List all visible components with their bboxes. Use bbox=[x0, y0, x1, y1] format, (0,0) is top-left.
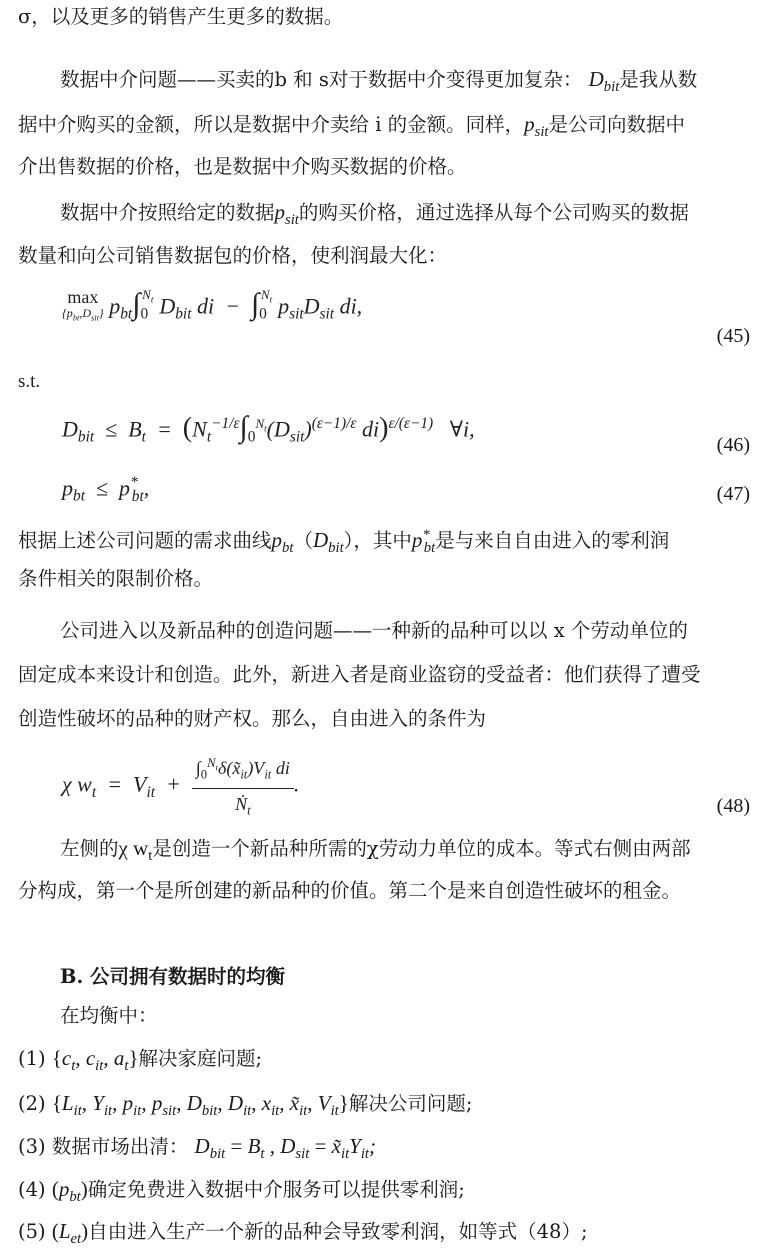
math-p-sit: $p_{sit}$ bbox=[524, 112, 549, 141]
math-chi-w-t: χ $w_t$ bbox=[118, 836, 153, 865]
section-intro: 在均衡中： bbox=[60, 1004, 158, 1027]
equation-45: max $\{p_{bt},D_{sit}\}$ $p_{bt}\int_0^{N_t}$ $D_{bit}$ di − $\int_0^{N_t}$ $p_{sit}D_{sit}$ di, bbox=[62, 287, 363, 323]
equation-number-48: (48) bbox=[716, 795, 750, 817]
math-L-et: $(L_{et})$ bbox=[51, 1219, 89, 1248]
text-span: 是公司向数据中 bbox=[548, 113, 686, 136]
text-line-11: 创造性破坏的品种的财产权。那么，自由进入的条件为 bbox=[18, 707, 487, 730]
such-that-label: s.t. bbox=[18, 371, 41, 392]
math-set: {$c_t$, $c_{it}$, $a_t$} bbox=[51, 1046, 139, 1075]
condition-number: (5) bbox=[18, 1220, 46, 1243]
condition-item bbox=[18, 1090, 472, 1124]
equation-46: $D_{bit} \le B_t = (N_t^{-1/\varepsilon}\int_0^{N_t}(D_{sit})^{(\varepsilon-1)/\varepsilon}$ di)$^{\varepsilon/(\varepsilon-1)}$ ∀i, bbox=[62, 410, 475, 446]
text-line-2 bbox=[60, 66, 697, 100]
text-line-7 bbox=[18, 522, 669, 561]
condition-text: 确定免费进入数据中介服务可以提供零利润; bbox=[87, 1178, 465, 1201]
text-span: 是创造一个新品种所需的χ劳动力单位的成本。等式右侧由两部 bbox=[152, 837, 691, 860]
condition-number: (1) bbox=[18, 1047, 46, 1070]
text-line-3 bbox=[18, 111, 685, 145]
text-line-1: σ，以及更多的销售产生更多的数据。 bbox=[18, 5, 344, 28]
condition-item bbox=[18, 1133, 376, 1167]
equation-number-47: (47) bbox=[716, 483, 750, 505]
equation-47: $p_{bt} \le p^*_{bt}$, bbox=[62, 474, 150, 505]
text-span: ），其中 bbox=[343, 529, 412, 552]
math-p-star-bt: $p^*_{bt}$ bbox=[411, 527, 436, 557]
math-p-bt: $(p_{bt})$ bbox=[51, 1177, 88, 1206]
text-span: 的购买价格，通过选择从每个公司购买的数据 bbox=[298, 201, 689, 224]
text-span: 数据中介按照给定的数据 bbox=[60, 201, 275, 224]
text-line-13: 分构成，第一个是所创建的新品种的价值。第二个是来自创造性破坏的租金。 bbox=[18, 879, 682, 902]
text-line-10: 固定成本来设计和创造。此外，新进入者是商业盗窃的受益者：他们获得了遭受 bbox=[18, 663, 701, 686]
condition-item bbox=[18, 1176, 465, 1210]
text-span: 是我从数 bbox=[619, 68, 698, 91]
text-line-4: 介出售数据的价格，也是数据中介购买数据的价格。 bbox=[18, 155, 467, 178]
math-set: {$L_{it}$, $Y_{it}$, $p_{it}$, $p_{sit}$, $D_{bit}$, $D_{it}$, $x_{it}$, $x̃_{it}$, $V_{it}$} bbox=[51, 1091, 349, 1120]
section-heading: B. 公司拥有数据时的均衡 bbox=[60, 965, 286, 988]
text-span: （ bbox=[293, 529, 313, 552]
text-line-9: 公司进入以及新品种的创造问题——一种新的品种可以以 x 个劳动单位的 bbox=[60, 619, 688, 642]
text-line-6: 数量和向公司销售数据包的价格，使利润最大化： bbox=[18, 244, 448, 267]
condition-text: 数据市场出清： bbox=[51, 1135, 189, 1158]
text-span: 是与来自自由进入的零利润 bbox=[435, 529, 670, 552]
condition-item bbox=[18, 1045, 262, 1079]
condition-text: 解决家庭问题; bbox=[138, 1047, 263, 1070]
condition-number: (2) bbox=[18, 1092, 46, 1115]
equation-number-46: (46) bbox=[716, 434, 750, 456]
condition-text: 自由进入生产一个新的品种会导致零利润，如等式（48）; bbox=[88, 1220, 588, 1243]
math-D-bit: $D_{bit}$ bbox=[588, 67, 620, 96]
text-line-8: 条件相关的限制价格。 bbox=[18, 567, 214, 590]
math-p-sit: $p_{sit}$ bbox=[274, 200, 299, 229]
math-clearing: $D_{bit} = B_t$ , $D_{sit}$ = $x̃_{it}Y_{it}$; bbox=[194, 1134, 377, 1163]
condition-number: (3) bbox=[18, 1135, 46, 1158]
text-line-5 bbox=[60, 199, 689, 233]
equation-48: χ $w_t = V_{it}$ + $\frac{\int_0^{N_t}\delta(x̃_{it})V_{it} di}{Ṅ_t}$ . bbox=[62, 750, 299, 823]
math-D-bit: $D_{bit}$ bbox=[312, 528, 344, 557]
condition-text: 解决公司问题; bbox=[348, 1092, 473, 1115]
text-line-12 bbox=[60, 835, 691, 869]
condition-number: (4) bbox=[18, 1178, 46, 1201]
text-span: 根据上述公司问题的需求曲线 bbox=[18, 529, 272, 552]
text-span: 据中介购买的金额，所以是数据中介卖给 i 的金额。同样， bbox=[18, 113, 525, 136]
text-span: 数据中介问题——买卖的b 和 s对于数据中介变得更加复杂： bbox=[60, 68, 583, 91]
equation-number-45: (45) bbox=[716, 325, 750, 347]
math-p-bt: $p_{bt}$ bbox=[271, 528, 294, 557]
text-span: 左侧的 bbox=[60, 837, 119, 860]
